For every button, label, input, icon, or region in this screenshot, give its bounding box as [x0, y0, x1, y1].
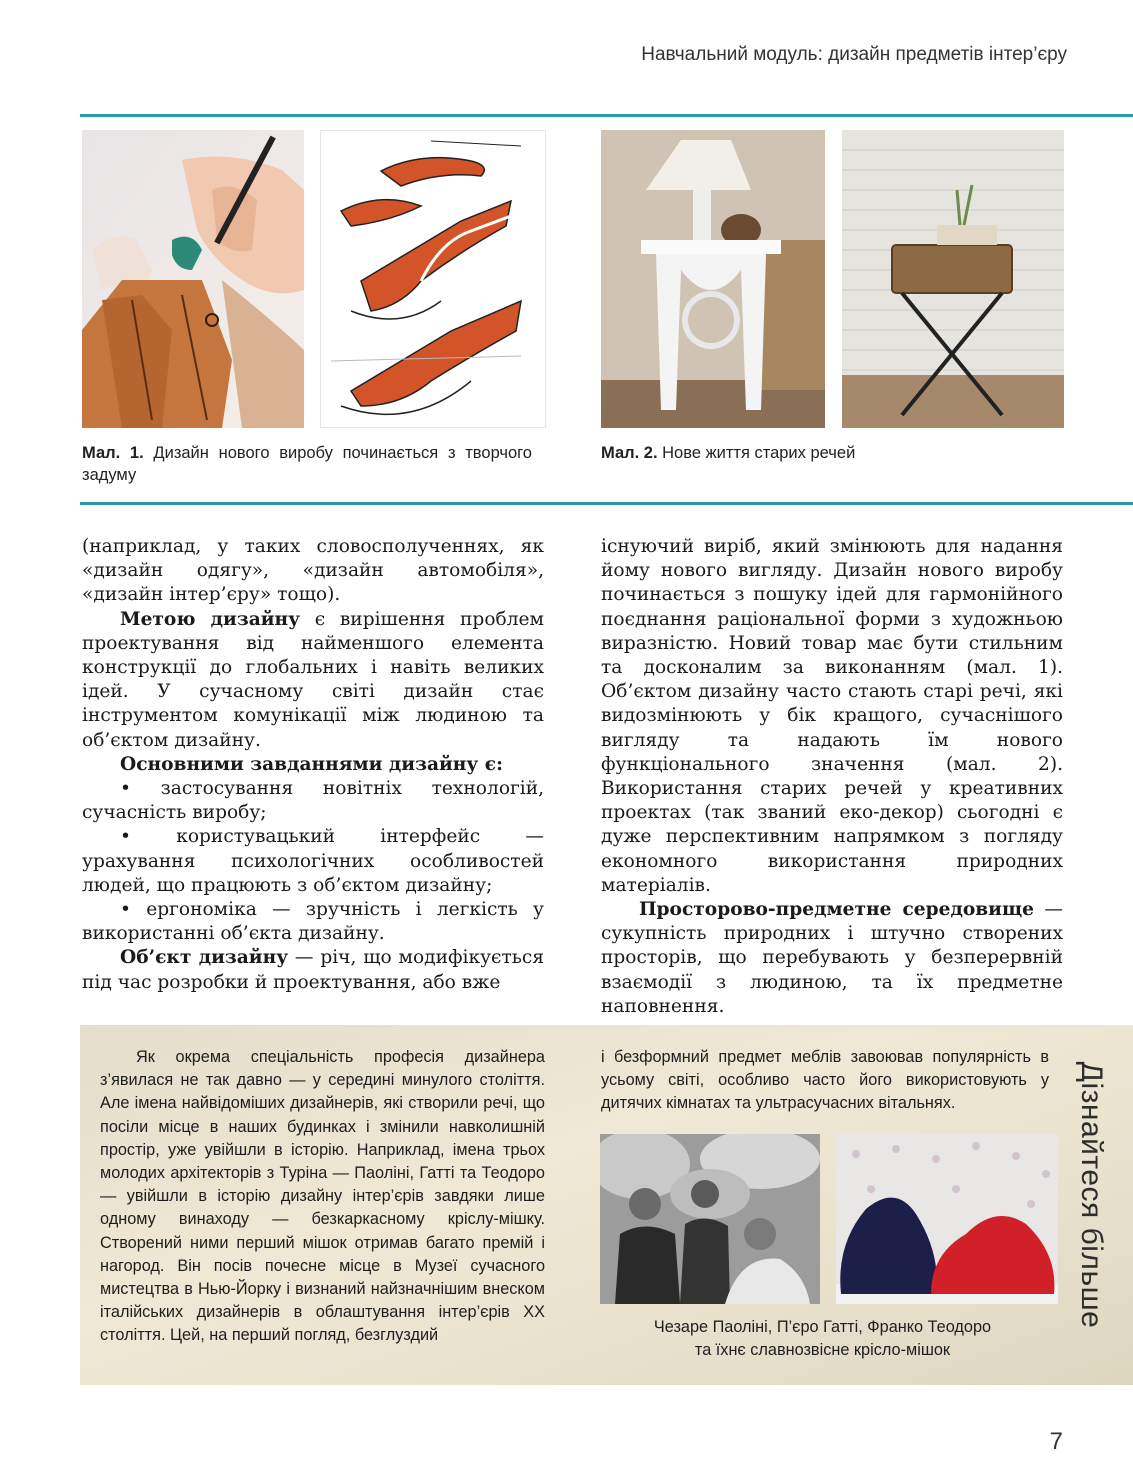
task-bullet-2: • користувацький інтерфейс — урахування психологічних особливостей людей, що працюють з об’єктом дизайну;: [82, 826, 544, 896]
designers-portrait-photo: [600, 1134, 820, 1304]
learn-more-sidebar: [1066, 1040, 1116, 1350]
figure-1-label: Мал. 1.: [82, 444, 144, 462]
task-bullet-1: • застосування новітніх технологій, сучасність виробу;: [82, 778, 544, 824]
figure-2-text: Нове життя старих речей: [662, 444, 856, 462]
learn-more-photo-caption: [600, 1316, 1045, 1362]
figure-2-caption: [601, 442, 1061, 464]
bean-bag-chairs-photo: [836, 1134, 1058, 1304]
left-paragraph-object: Об’єкт дизайну — річ, що модифікується під час розробки й проектування, або вже: [82, 947, 545, 993]
term-design-object: Об’єкт дизайну: [120, 947, 289, 969]
learn-more-left-text: Як окрема спеціальність професія дизайнера з’явилася не так давно — у середині минулого століття. Але імена найвідоміших дизайнерів, які створили речі, що посіли місце в наших будинках і змінили навколишній простір, уже увійшли в історію. Наприклад, імена трьох молодих архітекторів з Туріна — Паоліні, Гатті та Теодоро — увійшли в історію дизайну інтер’єрів завдяки лише одному винаходу — безкаркасному кріслу-мішку. Створений ними перший мішок отримав багато премій і нагород. Він посів почесне місце в Музеї сучасного мистецтва в Нью-Йорку і визнаний найзначнішим внеском італійських дизайнерів в облаштування інтер’єрів XX століття. Цей, на перший погляд, безглуздий: [100, 1048, 545, 1345]
figure-2-label: Мал. 2.: [601, 444, 658, 462]
right-paragraph-1: існуючий виріб, який змінюють для надання йому нового вигляду. Дизайн нового виробу починається з пошуку ідей для гармонійного поєднання раціональної форми з художньою виразністю. Новий товар має бути стильним та досконалим за виконанням (мал. 1). Об’єктом дизайну часто стають старі речі, які видозмінюють у бік кращого, сучаснішого вигляду та надають їм нового функціонального значення (мал. 2). Використання старих речей у креативних проектах (так званий еко-декор) сьогодні є дуже перспективним напрямком з погляду економного використання природних матеріалів.: [601, 536, 1063, 896]
figure-1-caption: [82, 442, 532, 486]
figures-divider: [80, 502, 1133, 505]
tasks-heading: Основними завданнями дизайну є:: [120, 753, 503, 775]
right-paragraph-2: Просторово-предметне середовище — сукупність природних і штучно створених просторів, що перебувають у безперервній взаємодії з людиною, та їх предметне наповнення.: [601, 899, 1063, 1017]
page-number: 7: [1049, 1428, 1063, 1455]
header-divider: [80, 114, 1133, 117]
task-bullet-3: • ергономіка — зручність і легкість у використанні об’єкта дизайну.: [82, 899, 544, 945]
suitcase-side-table-photo: [842, 130, 1064, 428]
figure-1-text: Дизайн нового виробу починається з творчого задуму: [82, 444, 532, 484]
learn-more-right-text: і безформний предмет меблів завоював популярність в усьому світі, особливо часто його використовують у дитячих кімнатах та ультрасучасних вітальнях.: [601, 1048, 1049, 1113]
lounge-chair-sketch: [320, 130, 546, 428]
caption-line-2: та їхнє славнозвісне крісло-мішок: [694, 1341, 951, 1359]
learn-more-label: Дізнайтеся більше: [1075, 1061, 1108, 1329]
term-spatial-environment: Просторово-предметне середовище: [639, 899, 1034, 921]
right-column: [601, 535, 1063, 1019]
fashion-sketch-hand-photo: [82, 130, 304, 428]
caption-line-1: Чезаре Паоліні, П’єро Гатті, Франко Теодоро: [653, 1318, 992, 1336]
left-paragraph-1: (наприклад, у таких словосполученнях, як «дизайн одягу», «дизайн автомобіля», «дизайн інтер’єру» тощо).: [82, 536, 544, 606]
page-header: Навчальний модуль: дизайн предметів інтер’єру: [641, 44, 1067, 65]
sewing-machine-table-lamp-photo: [601, 130, 825, 428]
term-design-goal: Метою дизайну: [120, 608, 301, 630]
left-paragraph-2: Метою дизайну є вирішення проблем проектування від найменшого елемента конструкції до глобальних і навіть великих ідей. У сучасному світі дизайн стає інструментом комунікації між людиною та об’єктом дизайну.: [82, 608, 545, 751]
left-column: [82, 535, 544, 995]
